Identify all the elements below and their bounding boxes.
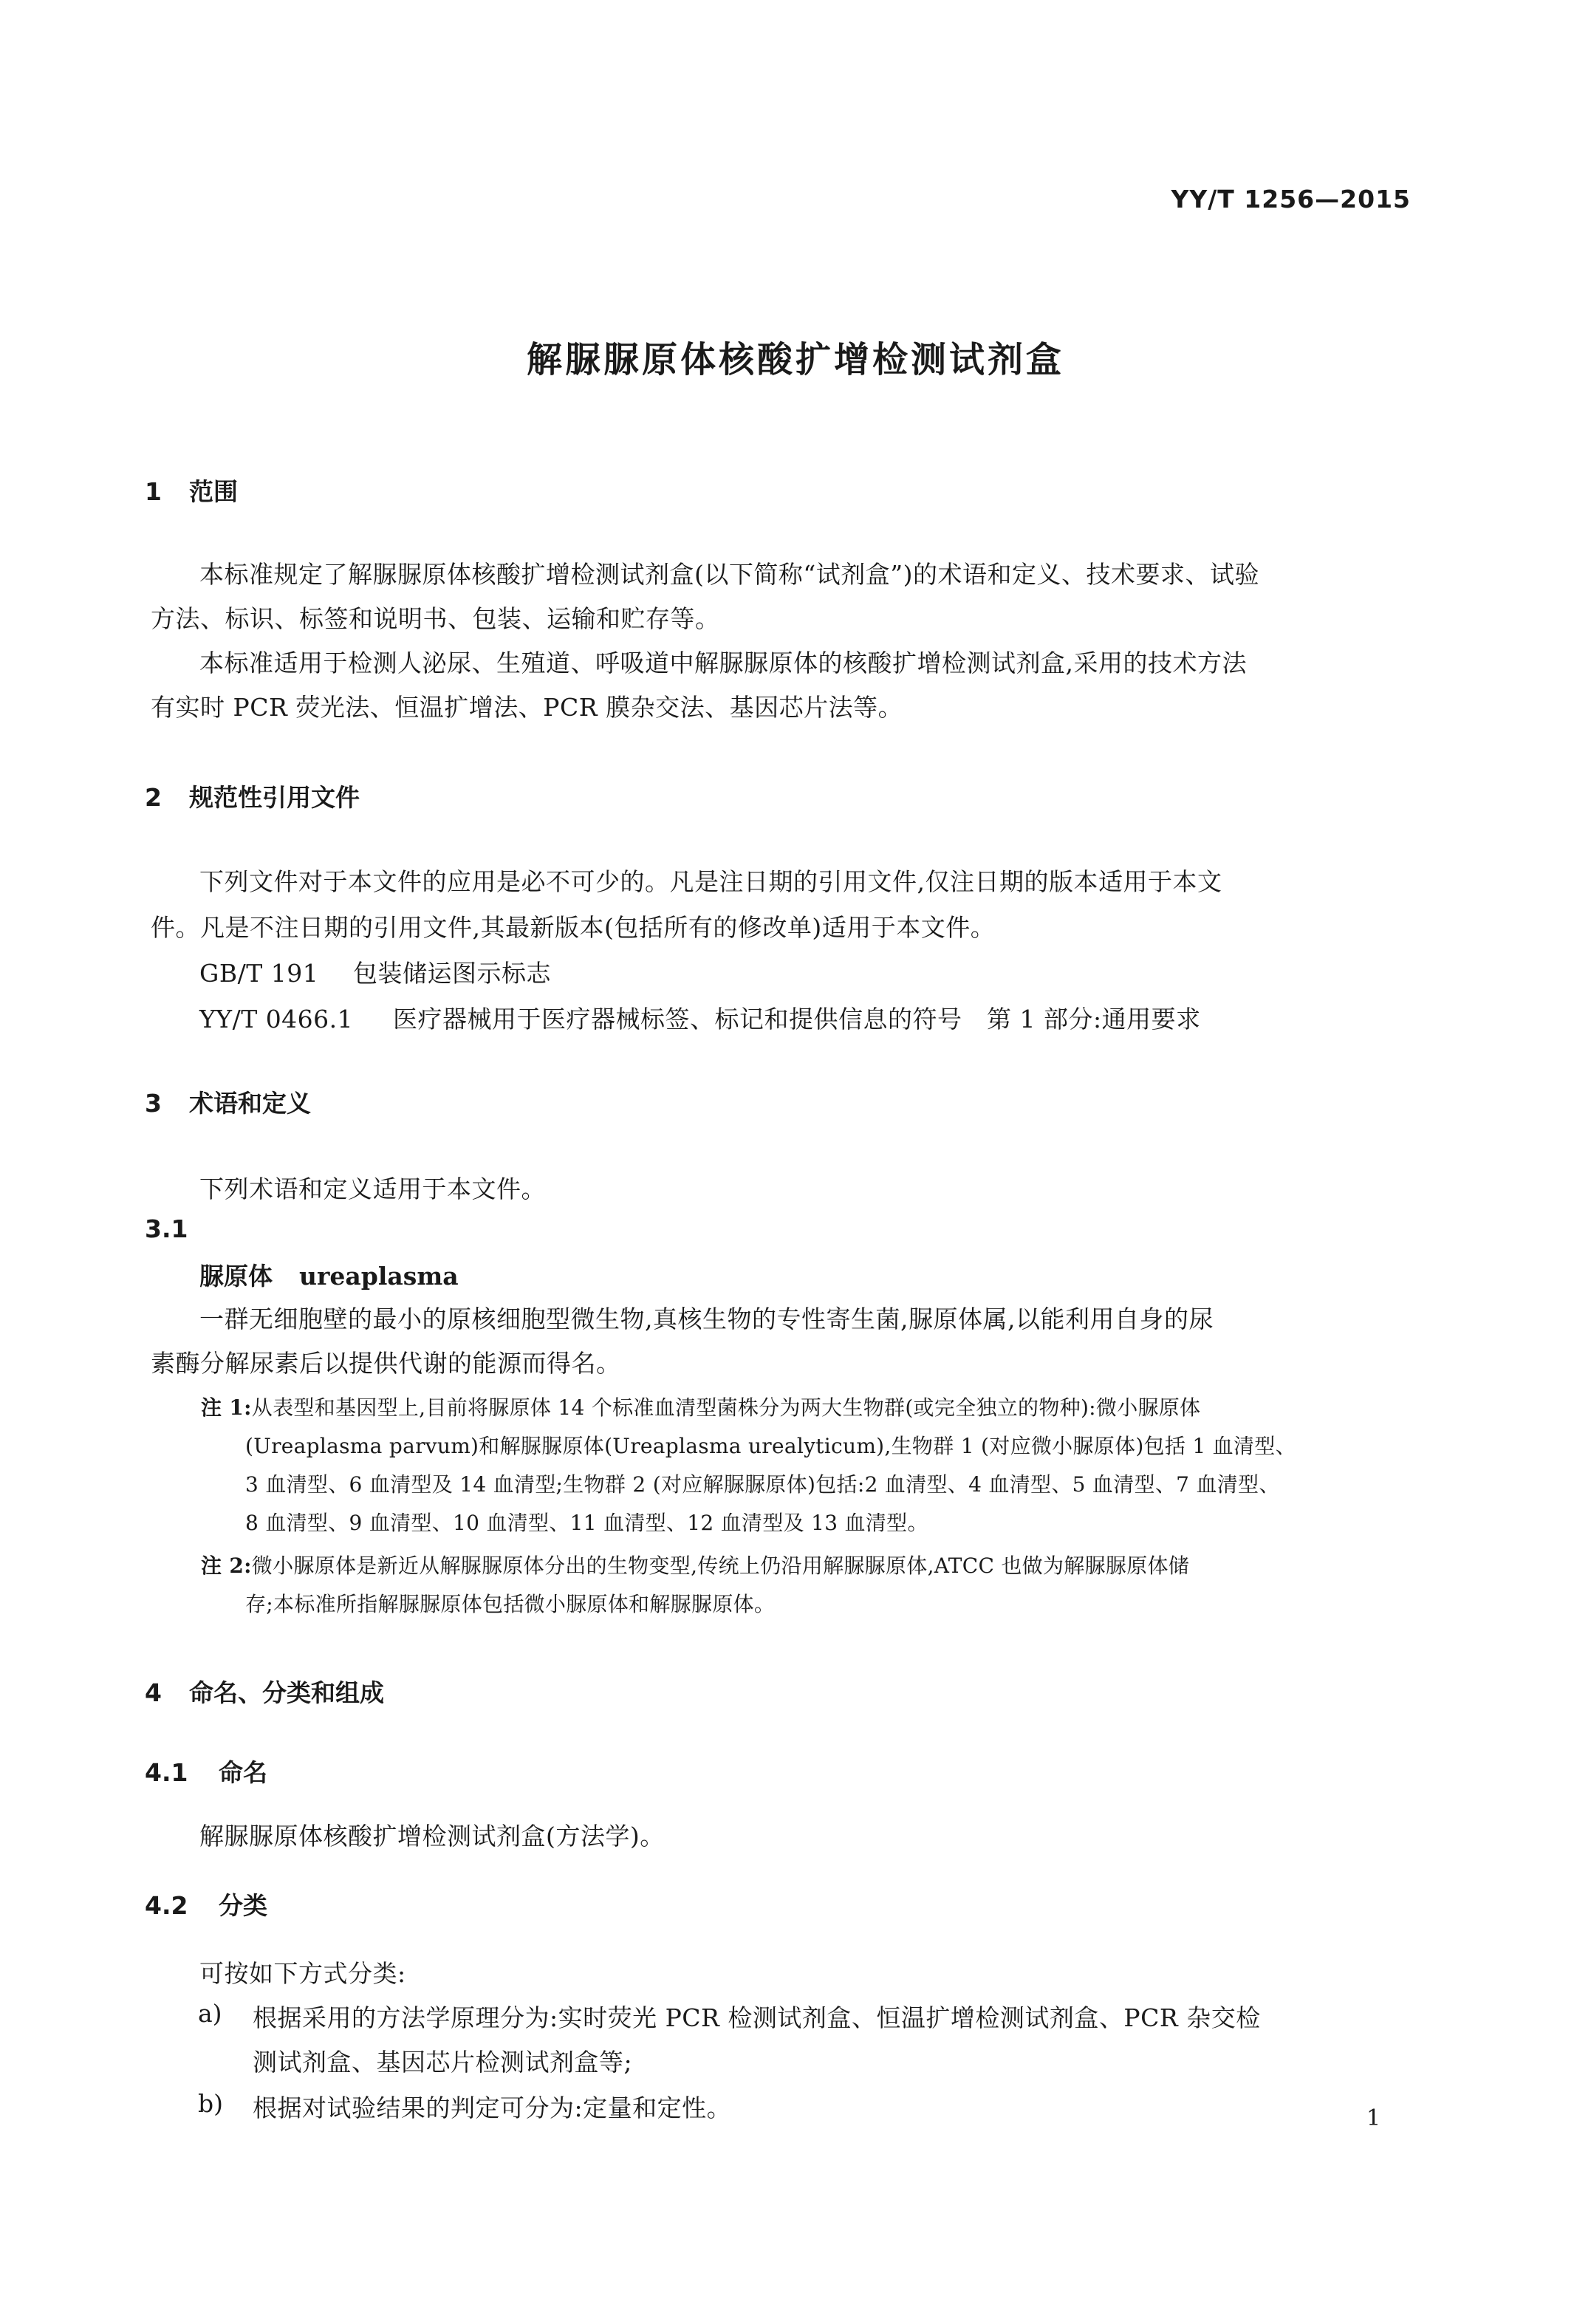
reference-code: YY/T 0466.1 xyxy=(199,1005,354,1033)
list-item-line: 测试剂盒、基因芯片检测试剂盒等; xyxy=(253,2048,633,2077)
section-title: 范围 xyxy=(189,477,238,506)
list-item-marker: b) xyxy=(198,2089,223,2118)
note-label: 注 1: xyxy=(201,1395,252,1420)
section-1-heading xyxy=(145,473,238,507)
note-1-line: 8 血清型、9 血清型、10 血清型、11 血清型、12 血清型及 13 血清型。 xyxy=(245,1511,928,1535)
subsection-number: 4.1 xyxy=(145,1758,188,1787)
normative-reference xyxy=(199,1000,1201,1035)
paragraph-line: 可按如下方式分类: xyxy=(199,1959,406,1988)
term-chinese: 脲原体 xyxy=(199,1262,273,1291)
section-number: 1 xyxy=(145,477,162,506)
note-text: 从表型和基因型上,目前将脲原体 14 个标准血清型菌株分为两大生物群(或完全独立的物种):微小脲原体 xyxy=(251,1395,1201,1420)
list-item-line: 根据采用的方法学原理分为:实时荧光 PCR 检测试剂盒、恒温扩增检测试剂盒、PCR 杂交检 xyxy=(253,2003,1261,2032)
paragraph-line: 解脲脲原体核酸扩增检测试剂盒(方法学)。 xyxy=(199,1822,665,1850)
term-english: ureaplasma xyxy=(299,1262,459,1291)
section-number: 2 xyxy=(145,783,162,812)
subsection-4-1-heading xyxy=(145,1754,267,1788)
paragraph-line: 本标准规定了解脲脲原体核酸扩增检测试剂盒(以下简称“试剂盒”)的术语和定义、技术要求、试验 xyxy=(199,560,1259,589)
note-2-line xyxy=(201,1550,1189,1579)
note-text: 微小脲原体是新近从解脲脲原体分出的生物变型,传统上仍沿用解脲脲原体,ATCC 也做为解脲脲原体储 xyxy=(251,1554,1190,1578)
paragraph-line: 方法、标识、标签和说明书、包装、运输和贮存等。 xyxy=(151,604,720,633)
section-3-heading xyxy=(145,1084,311,1119)
section-title: 命名、分类和组成 xyxy=(189,1678,384,1707)
list-item-line: 根据对试验结果的判定可分为:定量和定性。 xyxy=(253,2094,732,2122)
subsection-title: 分类 xyxy=(219,1891,267,1920)
paragraph-line: 件。凡是不注日期的引用文件,其最新版本(包括所有的修改单)适用于本文件。 xyxy=(151,913,996,942)
note-2-line: 存;本标准所指解脲脲原体包括微小脲原体和解脲脲原体。 xyxy=(245,1592,776,1616)
note-1-line: 3 血清型、6 血清型及 14 血清型;生物群 2 (对应解脲脲原体)包括:2 血清型、4 血清型、5 血清型、7 血清型、 xyxy=(245,1472,1280,1497)
term-entry xyxy=(199,1257,459,1292)
subsection-title: 命名 xyxy=(219,1758,267,1787)
reference-title: 医疗器械用于医疗器械标签、标记和提供信息的符号 第 1 部分:通用要求 xyxy=(393,1005,1201,1033)
page-number: 1 xyxy=(1366,2105,1381,2131)
term-number: 3.1 xyxy=(145,1214,188,1243)
section-title: 术语和定义 xyxy=(189,1089,311,1118)
section-number: 4 xyxy=(145,1678,162,1707)
section-number: 3 xyxy=(145,1089,162,1118)
subsection-number: 4.2 xyxy=(145,1891,188,1920)
section-4-heading xyxy=(145,1674,384,1709)
note-label: 注 2: xyxy=(201,1554,252,1578)
note-1-line xyxy=(201,1392,1200,1421)
paragraph-line: 有实时 PCR 荧光法、恒温扩增法、PCR 膜杂交法、基因芯片法等。 xyxy=(151,693,903,722)
paragraph-line: 本标准适用于检测人泌尿、生殖道、呼吸道中解脲脲原体的核酸扩增检测试剂盒,采用的技术方法 xyxy=(199,649,1247,677)
normative-reference xyxy=(199,954,551,989)
section-title: 规范性引用文件 xyxy=(189,783,360,812)
subsection-4-2-heading xyxy=(145,1887,267,1921)
definition-line: 素酶分解尿素后以提供代谢的能源而得名。 xyxy=(151,1349,621,1378)
note-1-line: (Ureaplasma parvum)和解脲脲原体(Ureaplasma urealyticum),生物群 1 (对应微小脲原体)包括 1 血清型、 xyxy=(245,1434,1296,1458)
definition-line: 一群无细胞壁的最小的原核细胞型微生物,真核生物的专性寄生菌,脲原体属,以能利用自身的尿 xyxy=(199,1305,1214,1333)
section-2-heading xyxy=(145,779,360,813)
paragraph-line: 下列术语和定义适用于本文件。 xyxy=(199,1175,546,1203)
list-item-marker: a) xyxy=(198,1999,222,2028)
reference-title: 包装储运图示标志 xyxy=(353,959,551,988)
reference-code: GB/T 191 xyxy=(199,959,319,988)
document-title: 解脲脲原体核酸扩增检测试剂盒 xyxy=(526,339,1064,380)
standard-code: YY/T 1256—2015 xyxy=(1171,185,1411,213)
paragraph-line: 下列文件对于本文件的应用是必不可少的。凡是注日期的引用文件,仅注日期的版本适用于本文 xyxy=(199,867,1222,896)
